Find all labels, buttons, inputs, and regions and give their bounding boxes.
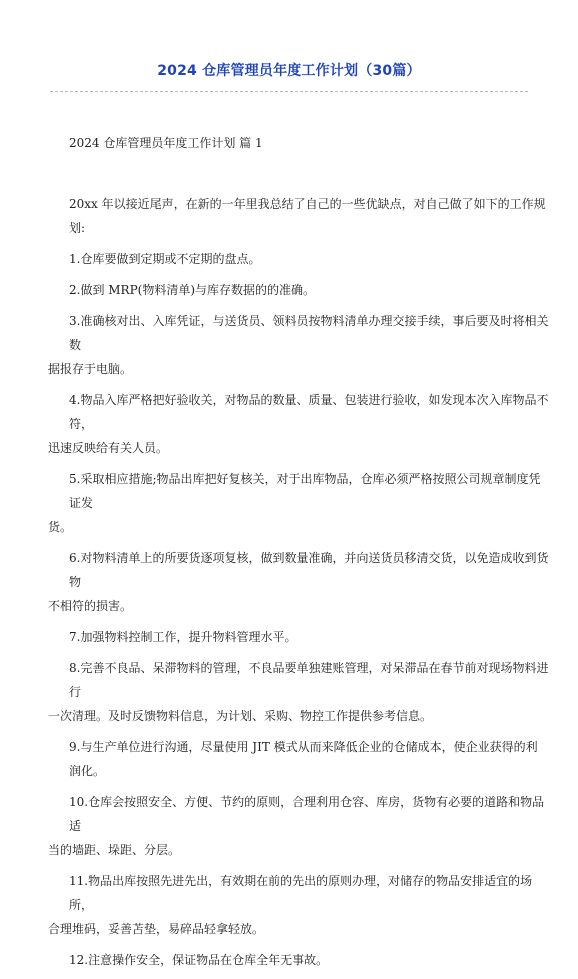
list-item-line: 3.准确核对出、入库凭证，与送货员、领料员按物料清单办理交接手续，事后要及时将相关数	[69, 314, 549, 352]
list-item	[48, 278, 549, 302]
list-item-line: 2.做到 MRP(物料清单)与库存数据的的准确。	[69, 283, 316, 297]
document-title: 2024 仓库管理员年度工作计划（30篇）	[157, 63, 421, 79]
list-item-continuation: 迅速反映给有关人员。	[48, 441, 169, 455]
list-item	[48, 790, 549, 862]
list-item-continuation: 合理堆码，妥善苫垫，易碎品轻拿轻放。	[48, 922, 265, 936]
list-item	[48, 546, 549, 618]
list-item	[48, 309, 549, 381]
list-item	[48, 625, 549, 649]
list-item-line: 5.采取相应措施;物品出库把好复核关，对于出库物品，仓库必须严格按照公司规章制度凭证发	[69, 472, 541, 510]
section-heading: 2024 仓库管理员年度工作计划 篇 1	[69, 136, 263, 150]
list-item-line: 1.仓库要做到定期或不定期的盘点。	[69, 252, 261, 266]
list-item	[48, 948, 549, 972]
intro-paragraph: 20xx 年以接近尾声，在新的一年里我总结了自己的一些优缺点，对自己做了如下的工作规划:	[69, 197, 546, 235]
list-item-line: 11.物品出库按照先进先出，有效期在前的先出的原则办理，对储存的物品安排适宜的场所，	[69, 874, 533, 912]
title-divider	[50, 91, 528, 92]
list-item	[48, 869, 549, 941]
list-item-line: 4.物品入库严格把好验收关，对物品的数量、质量、包装进行验收，如发现本次入库物品不符，	[69, 393, 549, 431]
list-item-line: 8.完善不良品、呆滞物料的管理，不良品要单独建账管理，对呆滞品在春节前对现场物料进行	[69, 661, 549, 699]
list-item-line: 9.与生产单位进行沟通，尽量使用 JIT 模式从而来降低企业的仓储成本，使企业获得的利润化。	[69, 740, 538, 778]
list-item-continuation: 据报存于电脑。	[48, 362, 133, 376]
list-item-line: 10.仓库会按照安全、方便、节约的原则，合理利用仓容、库房，货物有必要的道路和物品适	[69, 795, 545, 833]
list-item-line: 6.对物料清单上的所要货逐项复核，做到数量准确，并向送货员移清交货，以免造成收到货物	[69, 551, 549, 589]
list-item	[48, 735, 549, 783]
list-item	[48, 388, 549, 460]
list-item-continuation: 当的墙距、垛距、分层。	[48, 843, 181, 857]
document-body	[48, 192, 549, 979]
list-item-continuation: 货。	[48, 520, 73, 534]
list-item-line: 12.注意操作安全，保证物品在仓库全年无事故。	[69, 953, 329, 967]
list-item-continuation: 一次清理。及时反馈物料信息，为计划、采购、物控工作提供参考信息。	[48, 709, 433, 723]
list-item	[48, 247, 549, 271]
list-item	[48, 656, 549, 728]
list-item-line: 7.加强物料控制工作，提升物料管理水平。	[69, 630, 297, 644]
list-item	[48, 467, 549, 539]
list-item-continuation: 不相符的损害。	[48, 599, 133, 613]
